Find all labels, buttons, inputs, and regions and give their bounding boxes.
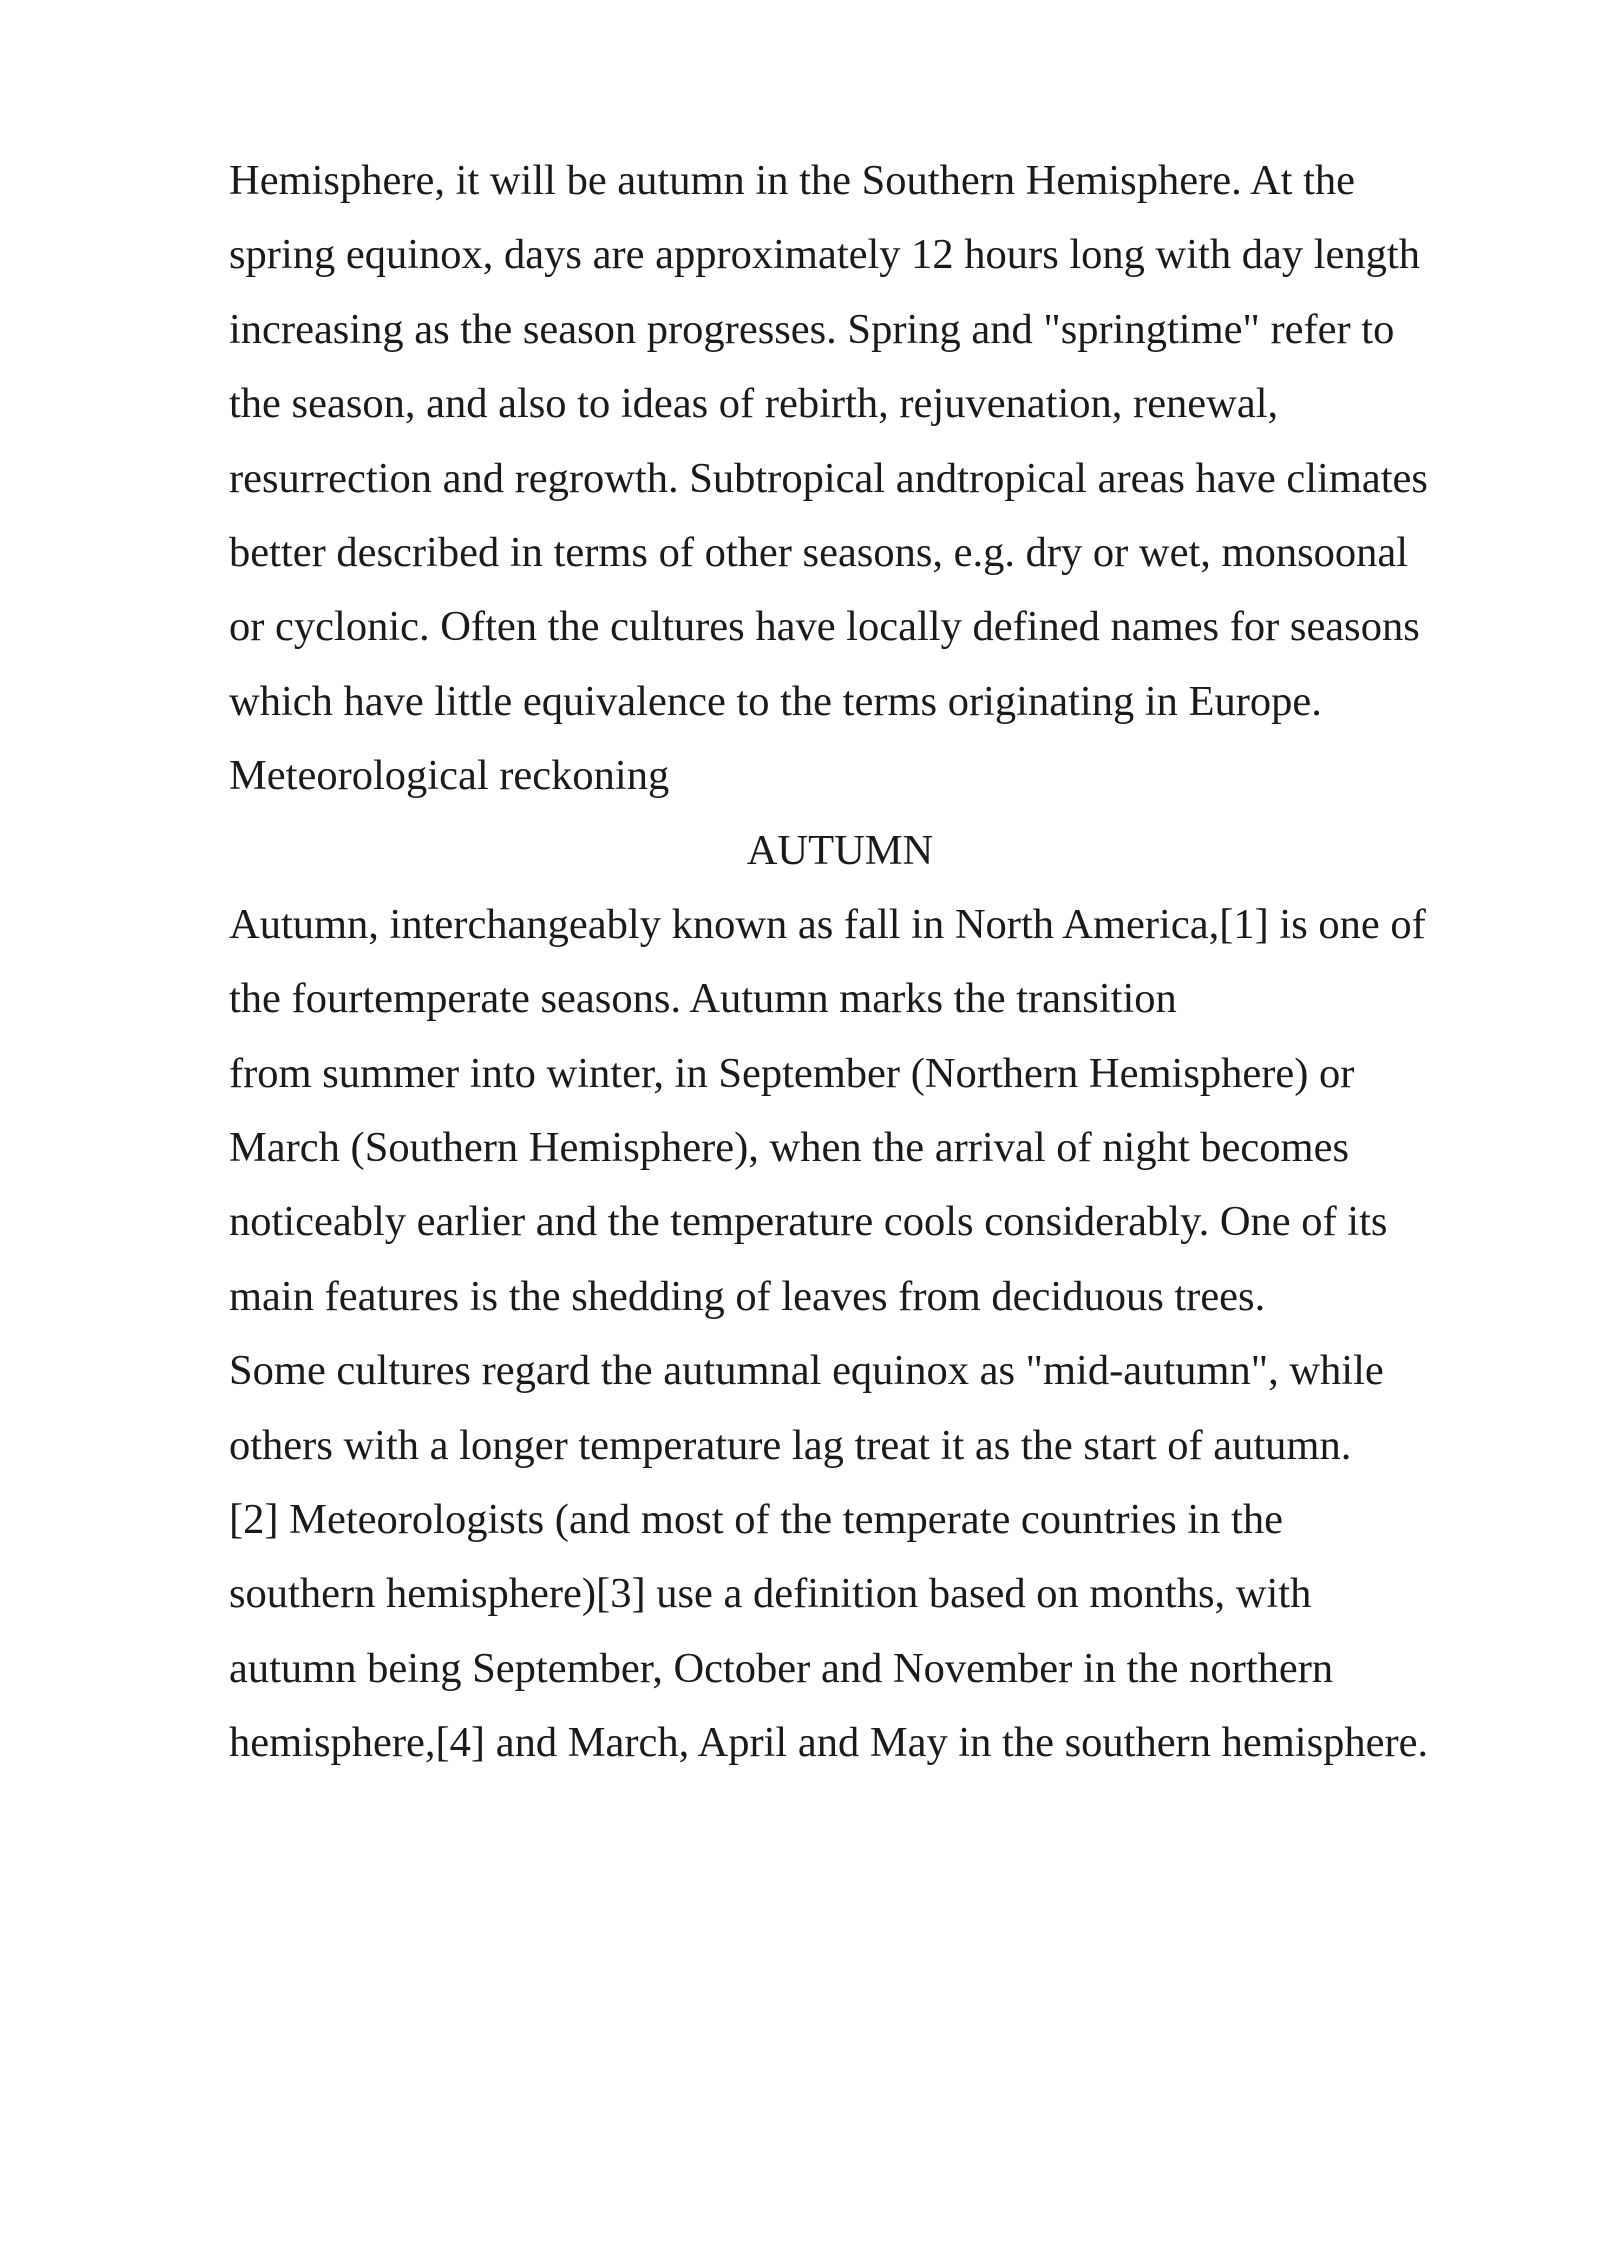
text-line: spring equinox, days are approximately 12 hours long with day length bbox=[229, 231, 1420, 279]
text-line: or cyclonic. Often the cultures have locally defined names for seasons bbox=[229, 603, 1420, 651]
text-line: the season, and also to ideas of rebirth, rejuvenation, renewal, bbox=[229, 380, 1279, 428]
section-heading: AUTUMN bbox=[746, 826, 934, 874]
text-line: which have little equivalence to the terms originating in Europe. bbox=[229, 677, 1322, 725]
text-line: noticeably earlier and the temperature cools considerably. One of its bbox=[229, 1198, 1388, 1246]
text-line: main features is the shedding of leaves from deciduous trees. bbox=[229, 1272, 1266, 1320]
text-line: Some cultures regard the autumnal equinox as "mid-autumn", while bbox=[229, 1347, 1384, 1395]
text-line: hemisphere,[4] and March, April and May in the southern hemisphere. bbox=[229, 1719, 1429, 1767]
text-line: southern hemisphere)[3] use a definition based on months, with bbox=[229, 1570, 1312, 1618]
text-line: [2] Meteorologists (and most of the temperate countries in the bbox=[229, 1496, 1283, 1544]
text-line: from summer into winter, in September (Northern Hemisphere) or bbox=[229, 1049, 1355, 1097]
text-line: Autumn, interchangeably known as fall in North America,[1] is one of bbox=[229, 900, 1426, 948]
section-subheading: Meteorological reckoning bbox=[229, 752, 670, 800]
text-line: the fourtemperate seasons. Autumn marks the transition bbox=[229, 975, 1177, 1023]
text-line: March (Southern Hemisphere), when the arrival of night becomes bbox=[229, 1124, 1349, 1172]
document-body bbox=[229, 144, 1479, 1781]
text-line: better described in terms of other seasons, e.g. dry or wet, monsoonal bbox=[229, 528, 1409, 576]
text-line: resurrection and regrowth. Subtropical andtropical areas have climates bbox=[229, 454, 1428, 502]
text-line: autumn being September, October and November in the northern bbox=[229, 1644, 1334, 1692]
text-line: others with a longer temperature lag treat it as the start of autumn. bbox=[229, 1421, 1352, 1469]
text-line: Hemisphere, it will be autumn in the Southern Hemisphere. At the bbox=[229, 157, 1356, 204]
text-line: increasing as the season progresses. Spring and "springtime" refer to bbox=[229, 305, 1395, 353]
